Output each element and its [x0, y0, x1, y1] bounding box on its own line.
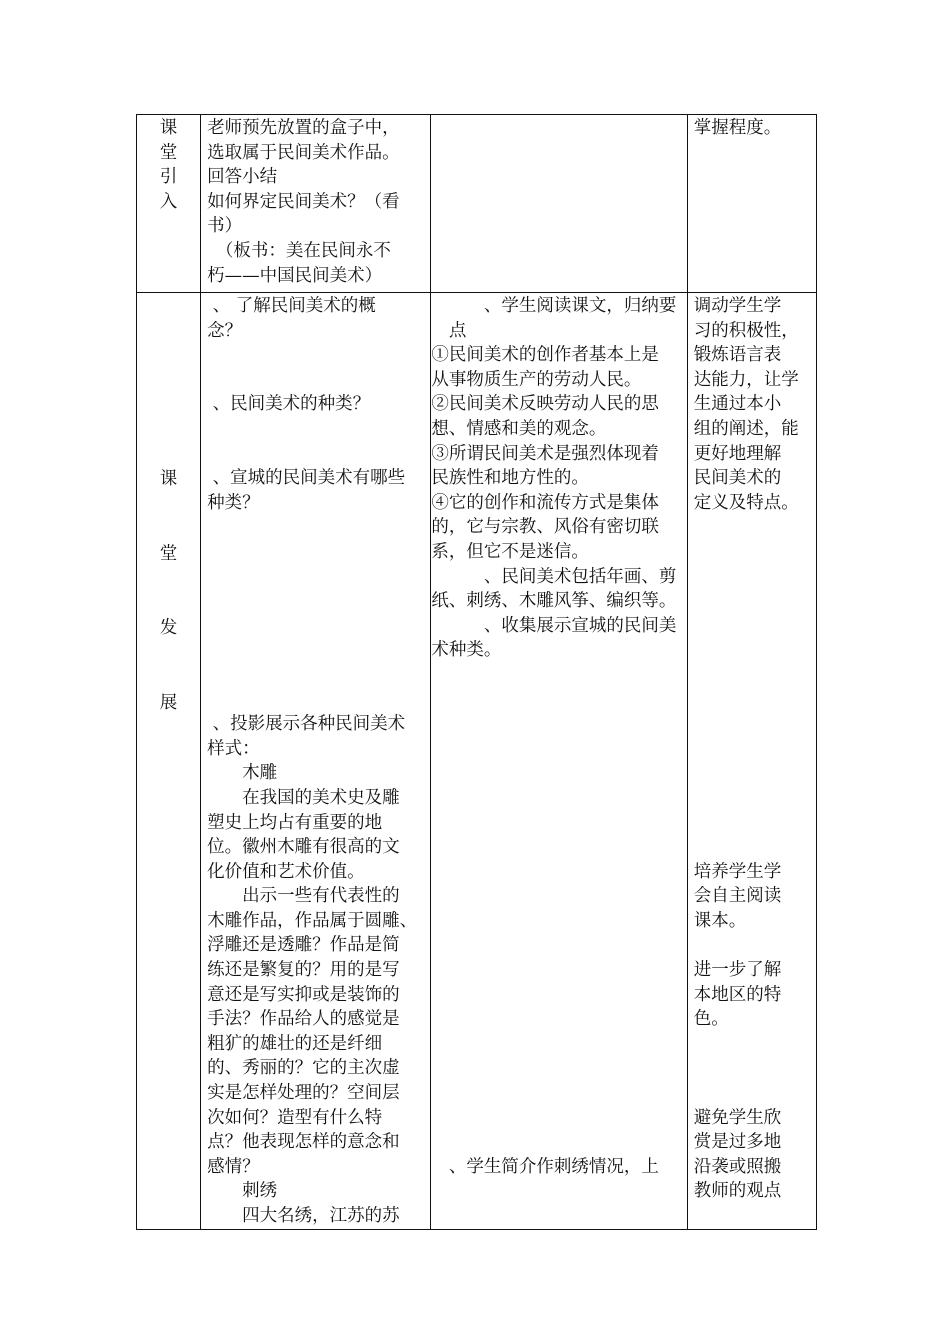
design-purpose-text — [688, 115, 816, 141]
student-activity-line: ①民间美术的创作者基本上是 — [431, 345, 659, 366]
design-purpose-line-block — [694, 1106, 813, 1204]
teacher-activity-line: 朽——中国民间美术） — [207, 265, 383, 286]
section-label-char: 课 — [159, 469, 178, 489]
teacher-activity-line: 老师预先放置的盒子中， — [207, 118, 400, 138]
design-purpose-line: 教师的观点 — [693, 1181, 782, 1202]
section-label-char: 引 — [159, 167, 178, 188]
teacher-activity-line: 、宣城的民间美术有哪些 — [207, 468, 406, 489]
design-purpose-line: 定义及特点。 — [693, 492, 799, 513]
teacher-activity-line: 木雕作品，作品属于圆雕、 — [207, 910, 418, 931]
design-purpose-line: 达能力，让学 — [693, 369, 799, 390]
student-activity-line: ②民间美术反映劳动人民的思 — [431, 394, 659, 415]
student-activity-line: ③所谓民间美术是强烈体现着 — [431, 443, 659, 464]
student-activity-line: 、学生简介作刺绣情况，上 — [431, 1156, 659, 1177]
teacher-activity-line: 选取属于民间美术作品。 — [207, 142, 400, 163]
student-activity-line-block — [431, 294, 682, 663]
teacher-activity-line: 化价值和艺术价值。 — [207, 861, 365, 882]
student-activity-line: 从事物质生产的劳动人民。 — [431, 369, 642, 390]
teacher-activity-line: （板书：美在民间永不 — [207, 240, 391, 261]
section-label-char: 课 — [159, 118, 178, 138]
design-purpose-cell — [687, 115, 816, 293]
teacher-activity-line-block — [207, 294, 427, 343]
design-purpose-line-block — [694, 860, 813, 934]
teacher-activity-line: 点？他表现怎样的意念和 — [207, 1132, 400, 1153]
section-label-development — [137, 293, 200, 715]
teacher-activity-line: 如何界定民间美术？（看 — [207, 191, 400, 212]
student-activity-line-block — [431, 1155, 682, 1180]
design-purpose-line: 课本。 — [693, 910, 747, 931]
teacher-activity-line: 木雕 — [207, 763, 278, 784]
student-activity-line: 、收集展示宣城的民间美 — [431, 615, 677, 636]
design-purpose-line: 赏是过多地 — [693, 1132, 782, 1153]
section-label-cell — [137, 115, 201, 293]
teacher-activity-line: 的、秀丽的？它的主次虚 — [207, 1058, 400, 1079]
lesson-plan-table — [136, 114, 817, 1230]
teacher-activity-line: 位。徽州木雕有很高的文 — [207, 837, 400, 858]
teacher-activity-line: 实是怎样处理的？空间层 — [207, 1083, 400, 1104]
table-row — [137, 115, 817, 293]
design-purpose-line: 本地区的特 — [693, 984, 782, 1005]
teacher-activity-line: 塑史上均占有重要的地 — [207, 812, 383, 833]
teacher-activity-cell — [201, 115, 431, 293]
teacher-activity-line: 出示一些有代表性的 — [207, 886, 400, 907]
teacher-activity-line: 次如何？造型有什么特 — [207, 1107, 383, 1128]
teacher-activity-line: 种类？ — [207, 492, 260, 513]
design-purpose-line: 锻炼语言表 — [693, 345, 782, 366]
design-purpose-cell — [687, 293, 816, 1230]
student-activity-cell — [431, 293, 687, 1230]
teacher-activity-line: 样式： — [207, 738, 260, 759]
design-purpose-line-block — [694, 958, 813, 1032]
student-activity-line: 术种类。 — [431, 640, 502, 661]
student-activity-line: 纸、刺绣、木雕风筝、编织等。 — [431, 591, 677, 612]
teacher-activity-line: 刺绣 — [207, 1181, 278, 1202]
design-purpose-text — [688, 293, 816, 1204]
student-activity-text — [431, 293, 686, 1180]
student-activity-line: 、学生阅读课文，归纳要 — [431, 296, 677, 316]
student-activity-line: 点 — [431, 320, 467, 341]
teacher-activity-text — [201, 293, 430, 1229]
student-activity-line: 想、情感和美的观念。 — [431, 418, 607, 439]
design-purpose-line: 避免学生欣 — [693, 1107, 782, 1128]
design-purpose-line: 培养学生学 — [693, 861, 782, 882]
teacher-activity-line: 四大名绣，江苏的苏 — [207, 1206, 400, 1227]
teacher-activity-line: 回答小结 — [207, 167, 278, 188]
teacher-activity-line: 、民间美术的种类？ — [207, 394, 371, 415]
design-purpose-line: 进一步了解 — [693, 960, 782, 981]
teacher-activity-line: 念？ — [207, 320, 243, 341]
teacher-activity-cell — [201, 293, 431, 1230]
table-row — [137, 293, 817, 1230]
section-label-char: 展 — [159, 692, 178, 713]
teacher-activity-line: 、投影展示各种民间美术 — [207, 714, 406, 735]
student-activity-text — [431, 115, 686, 116]
design-purpose-line: 更好地理解 — [693, 443, 782, 464]
section-label-char: 发 — [159, 618, 178, 639]
student-activity-line: 的，它与宗教、风俗有密切联 — [431, 517, 659, 538]
student-activity-line: 民族性和地方性的。 — [431, 468, 589, 489]
section-label-char: 堂 — [159, 543, 178, 564]
design-purpose-line: 色。 — [693, 1009, 729, 1030]
design-purpose-line: 会自主阅读 — [693, 886, 782, 907]
teacher-activity-line: 在我国的美术史及雕 — [207, 787, 400, 808]
student-activity-line: ④它的创作和流传方式是集体 — [431, 492, 659, 513]
student-activity-line: 、民间美术包括年画、剪 — [431, 566, 677, 587]
section-label-char: 堂 — [159, 142, 178, 163]
student-activity-line: 系，但它不是迷信。 — [431, 541, 589, 562]
teacher-activity-line: 粗犷的雄壮的还是纤细 — [207, 1033, 383, 1054]
teacher-activity-line: 浮雕还是透雕？作品是简 — [207, 935, 400, 956]
teacher-activity-line: 书） — [207, 216, 243, 237]
teacher-activity-line-block — [207, 466, 427, 515]
teacher-activity-text — [201, 115, 430, 288]
design-purpose-line: 组的阐述，能 — [693, 418, 799, 439]
student-activity-cell — [431, 115, 687, 293]
section-label-cell — [137, 293, 201, 1230]
section-label-intro — [137, 115, 200, 214]
teacher-activity-line: 意还是写实抑或是装饰的 — [207, 984, 400, 1005]
design-purpose-line: 掌握程度。 — [693, 118, 782, 138]
design-purpose-line: 民间美术的 — [693, 468, 782, 489]
teacher-activity-line-block — [207, 712, 427, 1228]
design-purpose-line: 调动学生学 — [693, 296, 782, 316]
design-purpose-line: 生通过本小 — [693, 394, 782, 415]
design-purpose-line: 沿袭或照搬 — [693, 1156, 782, 1177]
teacher-activity-line: 感情？ — [207, 1156, 260, 1177]
design-purpose-line: 习的积极性， — [693, 320, 799, 341]
design-purpose-line-block — [694, 294, 813, 515]
teacher-activity-line: 练还是繁复的？用的是写 — [207, 960, 400, 981]
teacher-activity-line: 、 了解民间美术的概 — [207, 296, 376, 316]
teacher-activity-line: 手法？作品给人的感觉是 — [207, 1009, 400, 1030]
teacher-activity-line-block — [207, 392, 427, 417]
section-label-char: 入 — [159, 191, 178, 212]
